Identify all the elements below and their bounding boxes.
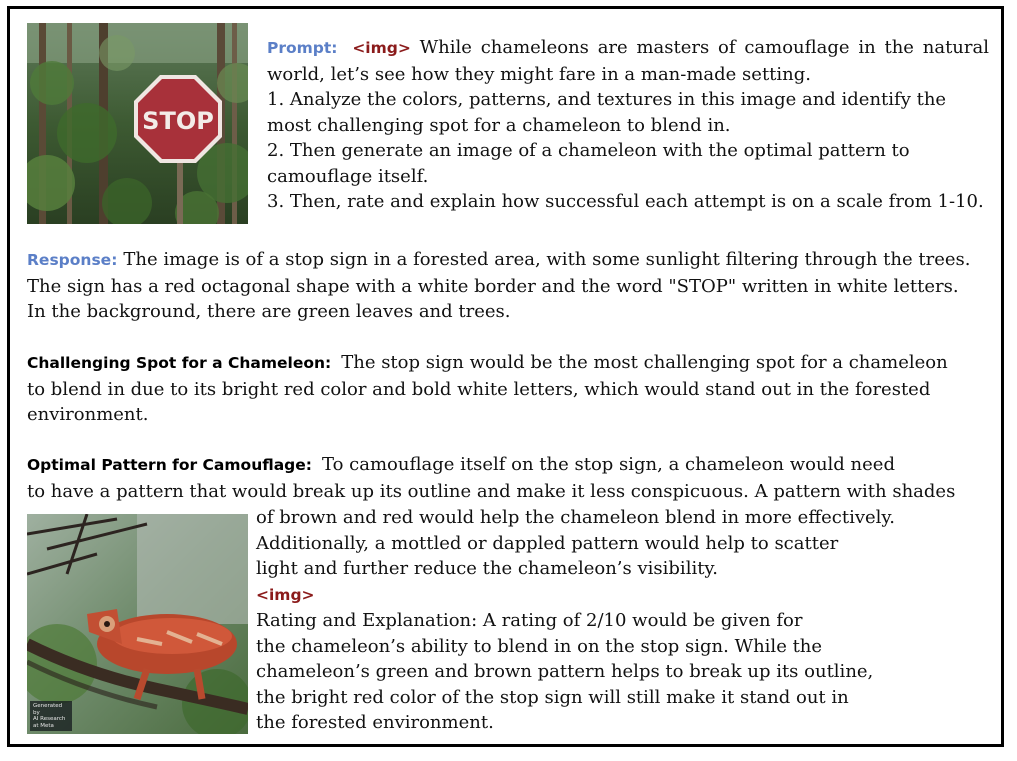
- prompt-paragraph: [267, 35, 989, 215]
- optimal-text-line: To camouflage itself on the stop sign, a chameleon would need: [321, 454, 895, 475]
- optimal-wrap-line: light and further reduce the chameleon’s visibility.: [256, 558, 718, 579]
- challenging-label: Challenging Spot for a Chameleon:: [27, 354, 332, 372]
- generated-img-tag-line: [256, 582, 883, 609]
- prompt-line-1: [267, 35, 989, 62]
- response-text-line: The image is of a stop sign in a forested area, with some sunlight filtering through the trees.: [123, 249, 971, 270]
- rating-line: the bright red color of the stop sign will still make it stand out in: [256, 686, 849, 708]
- prompt-text-line: 1. Analyze the colors, patterns, and textures in this image and identify the: [267, 89, 947, 110]
- stop-sign-photo: [27, 23, 248, 224]
- rating-line: the chameleon’s ability to blend in on the stop sign. While the: [256, 635, 823, 657]
- response-text-line: In the background, there are green leaves and trees.: [27, 301, 511, 322]
- prompt-text-line: world, let’s see how they might fare in a man-made setting.: [267, 63, 811, 85]
- optimal-paragraph: [27, 452, 994, 504]
- watermark: [30, 701, 72, 731]
- optimal-text-line: to have a pattern that would break up its outline and make it less conspicuous. A pattern with shades: [27, 480, 956, 502]
- watermark-line: Generated by: [33, 703, 63, 716]
- optimal-label: Optimal Pattern for Camouflage:: [27, 456, 312, 474]
- prompt-text-line: camouflage itself.: [267, 165, 429, 187]
- optimal-wrap-line: of brown and red would help the chameleon blend in more effectively.: [256, 507, 895, 528]
- watermark-line: AI Research: [33, 716, 66, 722]
- prompt-text-line: 2. Then generate an image of a chameleon with the optimal pattern to: [267, 140, 910, 161]
- chameleon-photo: [27, 514, 248, 734]
- prompt-text-line: 3. Then, rate and explain how successful each attempt is on a scale from 1-10.: [267, 191, 984, 212]
- prompt-text-line: most challenging spot for a chameleon to blend in.: [267, 114, 731, 136]
- stop-sign-text: STOP: [142, 107, 214, 135]
- challenging-line-1: [27, 350, 994, 377]
- challenging-text-line: to blend in due to its bright red color and bold white letters, which would stand out in the forested: [27, 378, 931, 400]
- generated-img-tag: <img>: [256, 585, 315, 604]
- response-paragraph: [27, 247, 994, 325]
- challenging-paragraph: [27, 350, 994, 428]
- stop-sign-illustration: [27, 23, 248, 224]
- response-text-line: The sign has a red octagonal shape with a white border and the word "STOP" written in white letters.: [27, 275, 959, 297]
- optimal-wrap-paragraph: [256, 505, 895, 736]
- response-label: Response:: [27, 251, 118, 269]
- optimal-line-1: [27, 452, 994, 479]
- prompt-text-line: While chameleons are masters of camouflage in the natural: [419, 37, 989, 58]
- rating-line: Rating and Explanation: A rating of 2/10 would be given for: [256, 610, 803, 631]
- response-line-1: [27, 247, 994, 274]
- challenging-text-line: environment.: [27, 404, 149, 425]
- prompt-img-tag: <img>: [352, 39, 411, 57]
- optimal-wrap-line: Additionally, a mottled or dappled pattern would help to scatter: [256, 532, 839, 554]
- rating-line: the forested environment.: [256, 712, 494, 733]
- prompt-label: Prompt:: [267, 39, 338, 57]
- challenging-text-line: The stop sign would be the most challenging spot for a chameleon: [341, 352, 948, 373]
- rating-line: chameleon’s green and brown pattern helps to break up its outline,: [256, 661, 874, 682]
- watermark-line: at Meta: [33, 722, 54, 729]
